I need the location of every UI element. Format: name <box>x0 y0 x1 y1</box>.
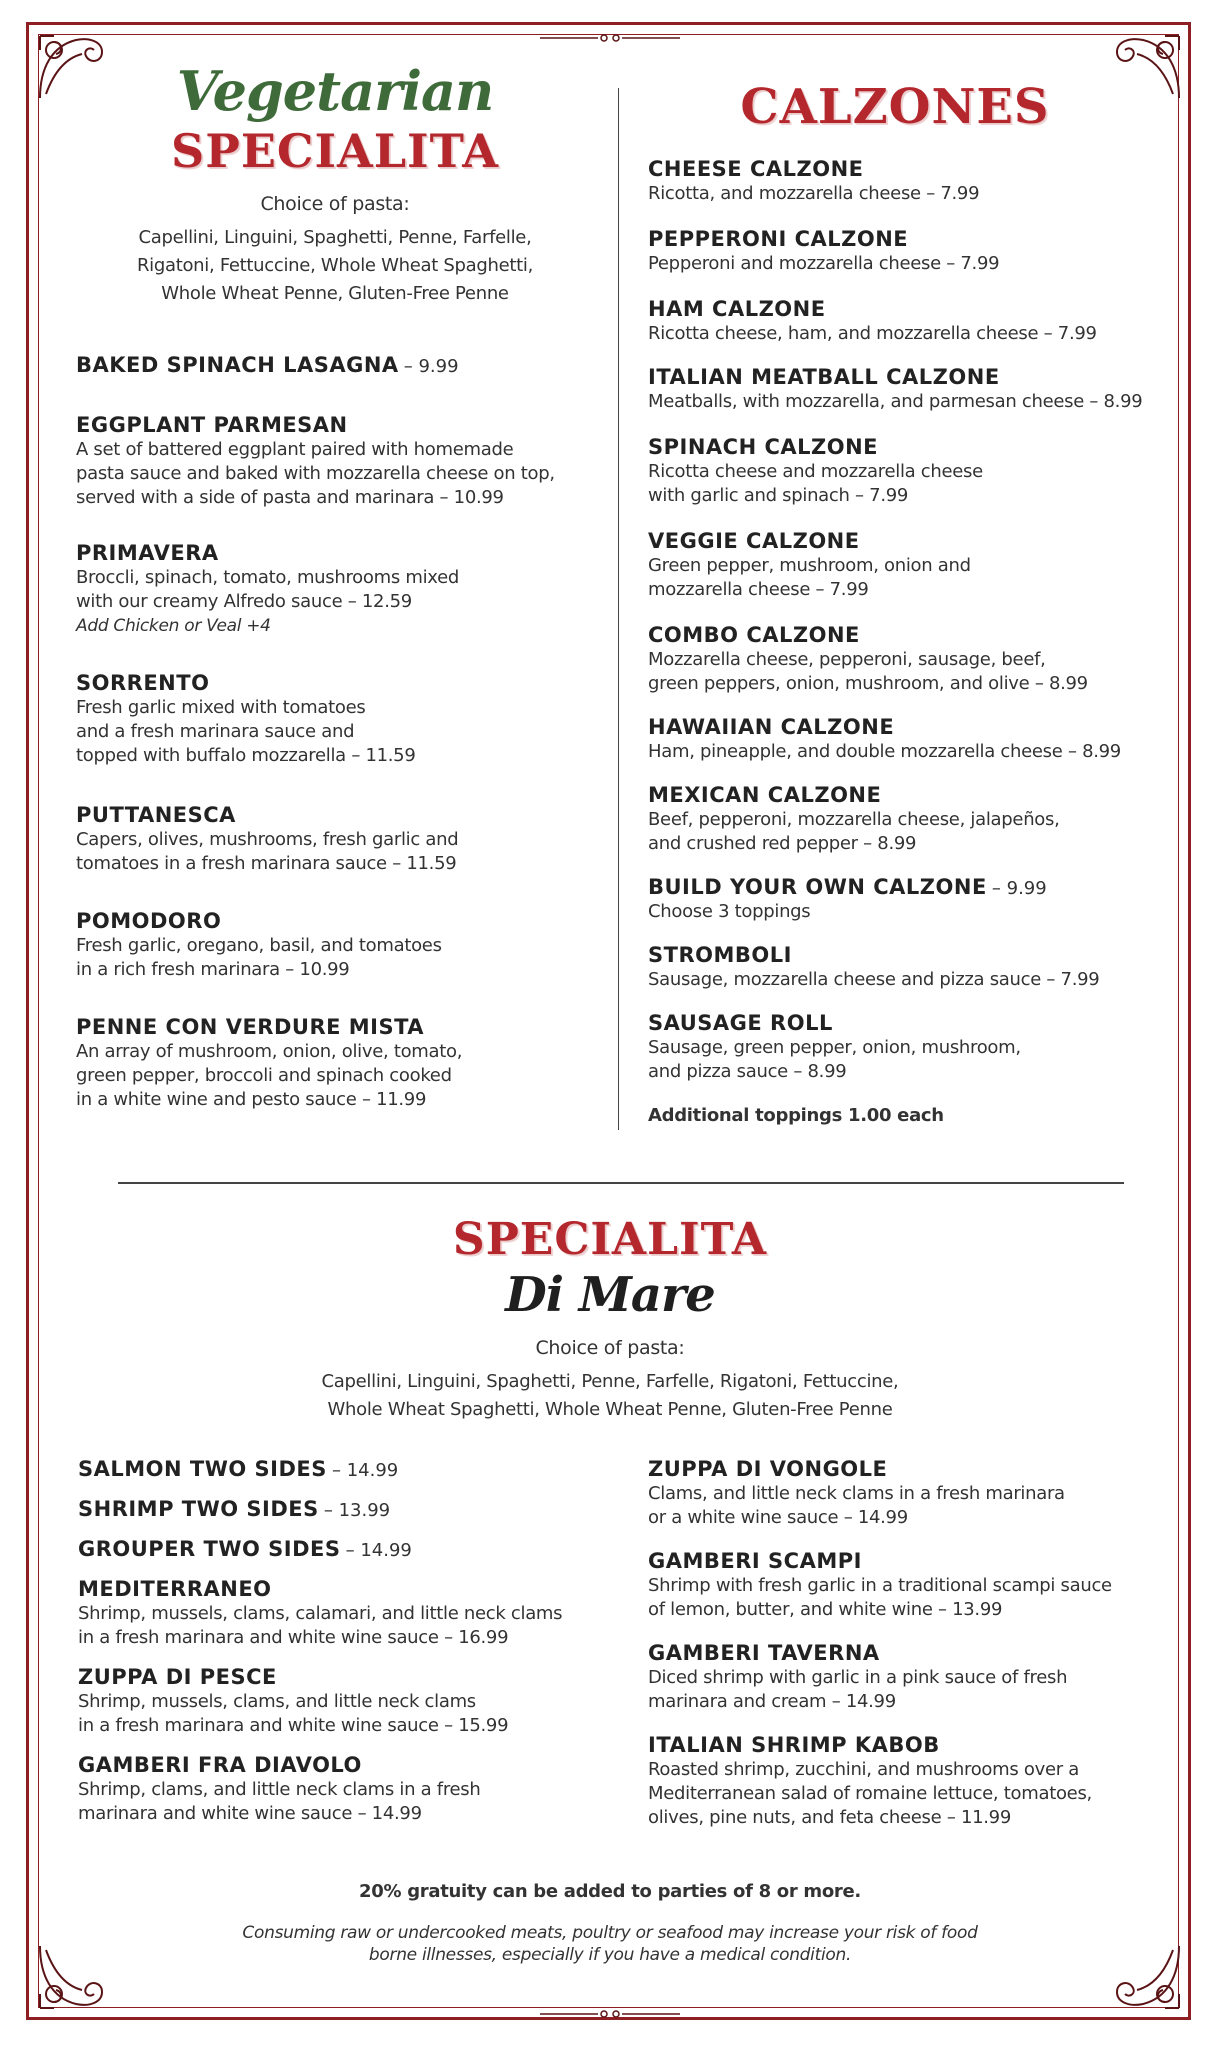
item-description: and a fresh marinara sauce and <box>76 721 355 742</box>
item-price: – 13.99 <box>323 1500 391 1521</box>
calzones-item-list <box>648 156 1178 1128</box>
menu-item <box>76 908 616 1014</box>
item-name: SHRIMP TWO SIDES <box>78 1497 319 1521</box>
menu-item <box>76 1014 616 1112</box>
item-description: green peppers, onion, mushroom, and olive – 8.99 <box>648 673 1088 694</box>
menu-item <box>648 622 1178 714</box>
item-description: Sausage, green pepper, onion, mushroom, <box>648 1037 1021 1058</box>
item-name: SPINACH CALZONE <box>648 435 878 459</box>
menu-item <box>648 714 1178 782</box>
vegetarian-pasta-heading: Choice of pasta: <box>260 193 410 215</box>
item-name: VEGGIE CALZONE <box>648 529 860 553</box>
menu-item <box>648 942 1178 1010</box>
item-name: BUILD YOUR OWN CALZONE <box>648 875 987 899</box>
menu-item <box>648 1640 1178 1732</box>
vegetarian-section-header <box>80 60 590 308</box>
item-name: HAM CALZONE <box>648 297 826 321</box>
item-description: green pepper, broccoli and spinach cooked <box>76 1065 452 1086</box>
item-description: Shrimp with fresh garlic in a traditional scampi sauce <box>648 1575 1112 1596</box>
menu-item <box>648 296 1178 364</box>
item-name: HAWAIIAN CALZONE <box>648 715 895 739</box>
item-description: Roasted shrimp, zucchini, and mushrooms over a <box>648 1759 1079 1780</box>
menu-item <box>78 1496 618 1536</box>
item-description: and crushed red pepper – 8.99 <box>648 833 917 854</box>
food-safety-warning: borne illnesses, especially if you have a medical condition. <box>368 1945 852 1965</box>
item-price: – 9.99 <box>991 878 1047 899</box>
item-description: in a white wine and pesto sauce – 11.99 <box>76 1089 427 1110</box>
item-description: marinara and cream – 14.99 <box>648 1691 896 1712</box>
item-description: and pizza sauce – 8.99 <box>648 1061 847 1082</box>
toppings-note: Additional toppings 1.00 each <box>648 1105 944 1126</box>
item-name: BAKED SPINACH LASAGNA <box>76 353 399 377</box>
menu-item <box>78 1576 618 1664</box>
menu-item <box>648 782 1178 874</box>
item-description: Shrimp, mussels, clams, calamari, and little neck clams <box>78 1603 563 1624</box>
item-description: Green pepper, mushroom, onion and <box>648 555 971 576</box>
calzones-title: CALZONES <box>740 79 1050 135</box>
menu-item <box>76 670 616 802</box>
menu-item <box>648 1456 1178 1548</box>
scroll-flourish-icon <box>32 1938 110 2016</box>
item-name: PENNE CON VERDURE MISTA <box>76 1015 425 1039</box>
menu-item <box>78 1536 618 1576</box>
di-mare-pasta-line: Whole Wheat Spaghetti, Whole Wheat Penne, Gluten-Free Penne <box>327 1399 893 1420</box>
item-description: topped with buffalo mozzarella – 11.59 <box>76 745 416 766</box>
item-description: Capers, olives, mushrooms, fresh garlic and <box>76 829 459 850</box>
item-name: SORRENTO <box>76 671 210 695</box>
item-addon-note: Add Chicken or Veal +4 <box>76 616 271 636</box>
item-description: Ham, pineapple, and double mozzarella cheese – 8.99 <box>648 741 1121 762</box>
item-price: – 14.99 <box>345 1540 412 1561</box>
item-description: in a rich fresh marinara – 10.99 <box>76 959 350 980</box>
item-description: Pepperoni and mozzarella cheese – 7.99 <box>648 253 1000 274</box>
item-description: with our creamy Alfredo sauce – 12.59 <box>76 591 412 612</box>
menu-item <box>648 364 1178 434</box>
item-description: Ricotta, and mozzarella cheese – 7.99 <box>648 183 980 204</box>
item-description: of lemon, butter, and white wine – 13.99 <box>648 1599 1003 1620</box>
item-name: PEPPERONI CALZONE <box>648 227 909 251</box>
item-price: – 14.99 <box>331 1460 399 1481</box>
menu-item <box>648 1010 1178 1104</box>
item-description: tomatoes in a fresh marinara sauce – 11.59 <box>76 853 457 874</box>
item-description: or a white wine sauce – 14.99 <box>648 1507 908 1528</box>
di-mare-section-header <box>100 1214 1120 1424</box>
border-ornament-icon <box>540 2005 680 2017</box>
vegetarian-item-list <box>76 352 616 1112</box>
item-name: PRIMAVERA <box>76 541 219 565</box>
item-description: Fresh garlic, oregano, basil, and tomatoes <box>76 935 442 956</box>
menu-footer <box>100 1880 1120 1966</box>
item-description: served with a side of pasta and marinara – 10.99 <box>76 487 504 508</box>
vegetarian-pasta-line: Capellini, Linguini, Spaghetti, Penne, Farfelle, <box>138 227 532 248</box>
item-description: in a fresh marinara and white wine sauce – 16.99 <box>78 1627 509 1648</box>
item-description: Clams, and little neck clams in a fresh marinara <box>648 1483 1065 1504</box>
item-name: COMBO CALZONE <box>648 623 860 647</box>
menu-item <box>648 226 1178 296</box>
menu-item <box>76 540 616 670</box>
item-description: Beef, pepperoni, mozzarella cheese, jalapeños, <box>648 809 1060 830</box>
item-name: GAMBERI TAVERNA <box>648 1641 880 1665</box>
di-mare-right-list <box>648 1456 1178 1830</box>
item-description: Shrimp, mussels, clams, and little neck clams <box>78 1691 476 1712</box>
item-name: EGGPLANT PARMESAN <box>76 413 348 437</box>
border-ornament-icon <box>540 29 680 41</box>
item-name: POMODORO <box>76 909 222 933</box>
vegetarian-pasta-line: Whole Wheat Penne, Gluten-Free Penne <box>161 283 509 304</box>
menu-item <box>78 1752 618 1826</box>
menu-item <box>648 1548 1178 1640</box>
di-mare-pasta-line: Capellini, Linguini, Spaghetti, Penne, Farfelle, Rigatoni, Fettuccine, <box>321 1371 899 1392</box>
item-description: mozzarella cheese – 7.99 <box>648 579 869 600</box>
item-description: in a fresh marinara and white wine sauce – 15.99 <box>78 1715 509 1736</box>
menu-item <box>78 1664 618 1752</box>
item-description: Fresh garlic mixed with tomatoes <box>76 697 366 718</box>
item-description: olives, pine nuts, and feta cheese – 11.99 <box>648 1807 1011 1828</box>
item-description: marinara and white wine sauce – 14.99 <box>78 1803 422 1824</box>
item-description: Choose 3 toppings <box>648 901 811 922</box>
section-divider <box>118 1182 1124 1184</box>
item-description: A set of battered eggplant paired with homemade <box>76 439 514 460</box>
item-name: GAMBERI SCAMPI <box>648 1549 862 1573</box>
item-description: Diced shrimp with garlic in a pink sauce of fresh <box>648 1667 1068 1688</box>
di-mare-script-title: Di Mare <box>505 1267 715 1323</box>
menu-item <box>76 802 616 908</box>
item-name: ZUPPA DI PESCE <box>78 1665 277 1689</box>
item-description: Ricotta cheese, ham, and mozzarella cheese – 7.99 <box>648 323 1097 344</box>
item-name: MEDITERRANEO <box>78 1577 272 1601</box>
item-name: ZUPPA DI VONGOLE <box>648 1457 888 1481</box>
item-name: GROUPER TWO SIDES <box>78 1537 341 1561</box>
menu-item <box>76 352 616 412</box>
item-description: Broccli, spinach, tomato, mushrooms mixed <box>76 567 459 588</box>
column-divider <box>618 88 619 1130</box>
item-name: SAUSAGE ROLL <box>648 1011 833 1035</box>
item-price: – 9.99 <box>403 356 459 377</box>
item-name: STROMBOLI <box>648 943 792 967</box>
menu-item <box>648 156 1178 226</box>
vegetarian-pasta-line: Rigatoni, Fettuccine, Whole Wheat Spaghetti, <box>136 255 534 276</box>
item-name: PUTTANESCA <box>76 803 236 827</box>
item-description: An array of mushroom, onion, olive, tomato, <box>76 1041 463 1062</box>
item-description: Ricotta cheese and mozzarella cheese <box>648 461 983 482</box>
item-name: GAMBERI FRA DIAVOLO <box>78 1753 362 1777</box>
menu-item <box>76 412 616 540</box>
item-name: ITALIAN MEATBALL CALZONE <box>648 365 1000 389</box>
calzones-section-header <box>640 78 1150 136</box>
menu-item <box>648 1732 1178 1830</box>
item-description: Mozzarella cheese, pepperoni, sausage, beef, <box>648 649 1046 670</box>
item-description: with garlic and spinach – 7.99 <box>648 485 909 506</box>
item-name: ITALIAN SHRIMP KABOB <box>648 1733 940 1757</box>
item-description: Meatballs, with mozzarella, and parmesan cheese – 8.99 <box>648 391 1143 412</box>
item-name: SALMON TWO SIDES <box>78 1457 327 1481</box>
item-description: pasta sauce and baked with mozzarella cheese on top, <box>76 463 555 484</box>
item-description: Shrimp, clams, and little neck clams in a fresh <box>78 1779 481 1800</box>
menu-item <box>648 874 1178 942</box>
menu-item <box>78 1456 618 1496</box>
di-mare-left-list <box>78 1456 618 1826</box>
menu-item <box>648 528 1178 622</box>
vegetarian-title: SPECIALITA <box>171 124 499 178</box>
di-mare-pasta-heading: Choice of pasta: <box>535 1337 685 1359</box>
di-mare-title: SPECIALITA <box>452 1214 768 1265</box>
item-description: Mediterranean salad of romaine lettuce, tomatoes, <box>648 1783 1092 1804</box>
item-description: Sausage, mozzarella cheese and pizza sauce – 7.99 <box>648 969 1100 990</box>
food-safety-warning: Consuming raw or undercooked meats, poultry or seafood may increase your risk of food <box>242 1923 978 1943</box>
menu-item <box>648 434 1178 528</box>
item-name: MEXICAN CALZONE <box>648 783 882 807</box>
scroll-flourish-icon <box>1109 1938 1187 2016</box>
gratuity-note: 20% gratuity can be added to parties of 8 or more. <box>359 1881 861 1902</box>
item-name: CHEESE CALZONE <box>648 157 864 181</box>
vegetarian-script-title: Vegetarian <box>176 59 494 123</box>
